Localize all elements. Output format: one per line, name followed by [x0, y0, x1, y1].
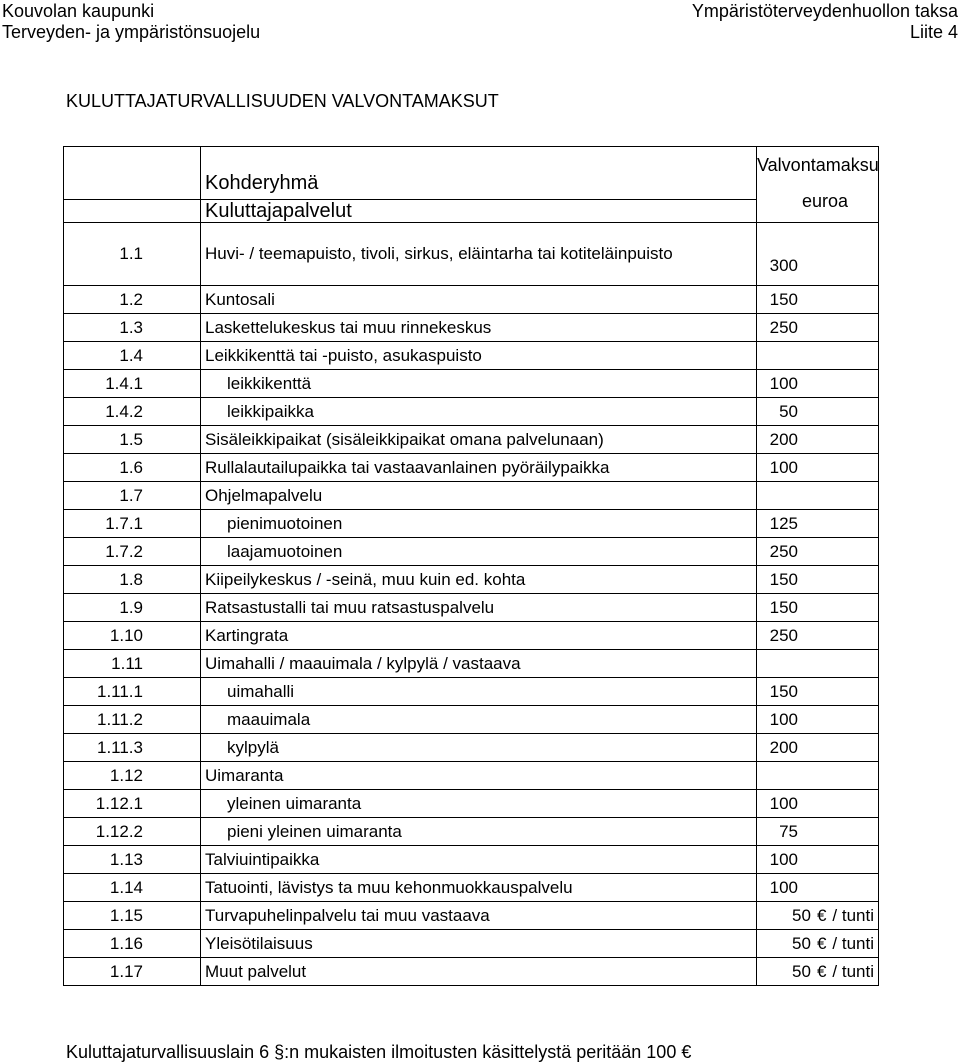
- row-label: Uimahalli / maauimala / kylpylä / vastaava: [201, 650, 757, 678]
- header-fee: [757, 147, 879, 223]
- row-label: kylpylä: [201, 734, 757, 762]
- euro-sign: €: [816, 905, 827, 925]
- row-number: 1.7: [64, 482, 201, 510]
- row-label: Laskettelukeskus tai muu rinnekeskus: [201, 314, 757, 342]
- table-row: [64, 902, 879, 930]
- page-title: KULUTTAJATURVALLISUUDEN VALVONTAMAKSUT: [66, 91, 499, 111]
- row-label: leikkikenttä: [201, 370, 757, 398]
- row-fee: [757, 958, 879, 986]
- row-number: 1.16: [64, 930, 201, 958]
- row-number: 1.12.1: [64, 790, 201, 818]
- row-number: 1.4.1: [64, 370, 201, 398]
- row-label: leikkipaikka: [201, 398, 757, 426]
- row-fee: 50: [757, 398, 879, 426]
- row-label: Kuntosali: [201, 286, 757, 314]
- section-empty-cell: [64, 200, 201, 223]
- row-label: Rullalautailupaikka tai vastaavanlainen pyöräilypaikka: [201, 454, 757, 482]
- document-title: Ympäristöterveydenhuollon taksa: [691, 1, 958, 21]
- row-fee: 200: [757, 734, 879, 762]
- header-fee-unit: euroa: [801, 191, 848, 211]
- row-label: Huvi- / teemapuisto, tivoli, sirkus, eläintarha tai kotiteläinpuisto: [201, 223, 757, 286]
- table-row: [64, 398, 879, 426]
- row-label: Ohjelmapalvelu: [201, 482, 757, 510]
- row-number: 1.5: [64, 426, 201, 454]
- row-fee: [757, 762, 879, 790]
- table-row: [64, 342, 879, 370]
- row-fee: 100: [757, 874, 879, 902]
- row-number: 1.4: [64, 342, 201, 370]
- header-fee-label: Valvontamaksu: [757, 155, 879, 175]
- row-fee: 250: [757, 622, 879, 650]
- table-row: [64, 790, 879, 818]
- row-number: 1.14: [64, 874, 201, 902]
- table-row: [64, 286, 879, 314]
- row-fee: 100: [757, 846, 879, 874]
- table-row: [64, 874, 879, 902]
- per-hour-label: / tunti: [832, 961, 874, 981]
- row-fee: 250: [757, 314, 879, 342]
- row-label: Kartingrata: [201, 622, 757, 650]
- row-fee: 200: [757, 426, 879, 454]
- table-row: [64, 482, 879, 510]
- row-number: 1.17: [64, 958, 201, 986]
- table-row: [64, 846, 879, 874]
- row-fee: 125: [757, 510, 879, 538]
- row-number: 1.11.1: [64, 678, 201, 706]
- row-fee: [757, 902, 879, 930]
- per-hour-label: / tunti: [832, 905, 874, 925]
- table-row: [64, 426, 879, 454]
- table-row: [64, 650, 879, 678]
- row-fee: 100: [757, 454, 879, 482]
- table-row: [64, 370, 879, 398]
- row-number: 1.6: [64, 454, 201, 482]
- row-fee: [757, 342, 879, 370]
- table-row: [64, 566, 879, 594]
- row-number: 1.12: [64, 762, 201, 790]
- row-label: Yleisötilaisuus: [201, 930, 757, 958]
- table-row: [64, 678, 879, 706]
- header-empty-cell: [64, 147, 201, 200]
- table-row: [64, 538, 879, 566]
- row-number: 1.7.1: [64, 510, 201, 538]
- row-label: Turvapuhelinpalvelu tai muu vastaava: [201, 902, 757, 930]
- per-hour-label: / tunti: [832, 933, 874, 953]
- table-row: [64, 930, 879, 958]
- table-row: [64, 622, 879, 650]
- row-number: 1.11.2: [64, 706, 201, 734]
- table-row: [64, 594, 879, 622]
- row-number: 1.9: [64, 594, 201, 622]
- row-label: Muut palvelut: [201, 958, 757, 986]
- row-number: 1.15: [64, 902, 201, 930]
- row-label: Leikkikenttä tai -puisto, asukaspuisto: [201, 342, 757, 370]
- section-label: Kuluttajapalvelut: [201, 200, 757, 223]
- row-label: pienimuotoinen: [201, 510, 757, 538]
- euro-sign: €: [816, 961, 827, 981]
- row-fee: 100: [757, 706, 879, 734]
- row-number: 1.13: [64, 846, 201, 874]
- footer-note: Kuluttajaturvallisuuslain 6 §:n mukaisten ilmoitusten käsittelystä peritään 100 €: [66, 1042, 692, 1062]
- row-label: Kiipeilykeskus / -seinä, muu kuin ed. kohta: [201, 566, 757, 594]
- row-label: Uimaranta: [201, 762, 757, 790]
- org-name: Kouvolan kaupunki: [2, 1, 155, 21]
- fee-table: [63, 146, 879, 986]
- header-category: Kohderyhmä: [201, 147, 757, 200]
- section-row: [64, 200, 879, 223]
- row-number: 1.12.2: [64, 818, 201, 846]
- row-number: 1.4.2: [64, 398, 201, 426]
- table-row: [64, 762, 879, 790]
- table-row: [64, 454, 879, 482]
- row-label: Ratsastustalli tai muu ratsastuspalvelu: [201, 594, 757, 622]
- row-label: pieni yleinen uimaranta: [201, 818, 757, 846]
- table-row: [64, 510, 879, 538]
- fee-value: 50: [792, 961, 811, 981]
- row-label: laajamuotoinen: [201, 538, 757, 566]
- table-row: [64, 223, 879, 286]
- row-fee: 100: [757, 790, 879, 818]
- row-fee: 150: [757, 678, 879, 706]
- row-label: yleinen uimaranta: [201, 790, 757, 818]
- row-number: 1.11.3: [64, 734, 201, 762]
- row-number: 1.2: [64, 286, 201, 314]
- row-label: Talviuintipaikka: [201, 846, 757, 874]
- row-fee: [757, 930, 879, 958]
- euro-sign: €: [816, 933, 827, 953]
- table-header-row: [64, 147, 879, 200]
- row-number: 1.10: [64, 622, 201, 650]
- row-number: 1.3: [64, 314, 201, 342]
- appendix-label: Liite 4: [909, 22, 958, 42]
- row-fee: [757, 482, 879, 510]
- table-row: [64, 818, 879, 846]
- table-row: [64, 314, 879, 342]
- row-fee: [757, 650, 879, 678]
- fee-value: 50: [792, 933, 811, 953]
- table-row: [64, 706, 879, 734]
- department-name: Terveyden- ja ympäristönsuojelu: [2, 22, 261, 42]
- row-fee: 150: [757, 286, 879, 314]
- row-number: 1.7.2: [64, 538, 201, 566]
- row-fee: 100: [757, 370, 879, 398]
- row-label: Sisäleikkipaikat (sisäleikkipaikat omana palvelunaan): [201, 426, 757, 454]
- row-fee: 150: [757, 594, 879, 622]
- row-number: 1.11: [64, 650, 201, 678]
- row-number: 1.8: [64, 566, 201, 594]
- row-number: 1.1: [64, 223, 201, 286]
- row-fee: 150: [757, 566, 879, 594]
- row-label: Tatuointi, lävistys ta muu kehonmuokkauspalvelu: [201, 874, 757, 902]
- fee-value: 50: [792, 905, 811, 925]
- row-label: maauimala: [201, 706, 757, 734]
- row-label: uimahalli: [201, 678, 757, 706]
- table-row: [64, 734, 879, 762]
- row-fee: 250: [757, 538, 879, 566]
- table-row: [64, 958, 879, 986]
- row-fee: 75: [757, 818, 879, 846]
- row-fee: 300: [757, 223, 879, 286]
